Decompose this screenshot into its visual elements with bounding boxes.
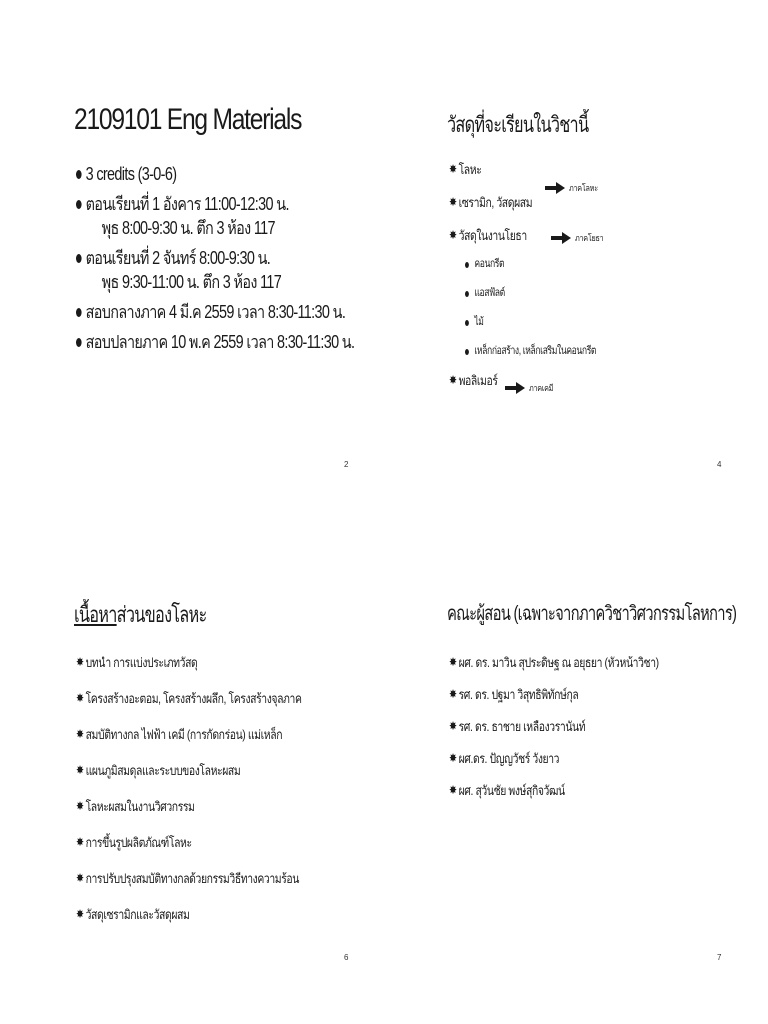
- page-number: 6: [344, 953, 349, 962]
- sub-bullet-dot-icon: [465, 320, 469, 326]
- star-bullet-icon: ✸: [449, 687, 457, 701]
- bullet-dot-icon: [76, 338, 82, 347]
- page-number: 2: [344, 460, 349, 469]
- slide-metals-content: [68, 585, 368, 985]
- list-item: [449, 685, 659, 717]
- bullet-text: 3 credits (3-0-6): [85, 164, 177, 184]
- bullet-text: สอบปลายภาค 10 พ.ค 2559 เวลา 8:30-11:30 น.: [85, 332, 355, 352]
- bullet-text: ตอนเรียนที่ 1 อังคาร 11:00-12:30 น.: [85, 194, 289, 214]
- list-item: [76, 300, 354, 324]
- arrow-label: ภาคโยธา: [575, 233, 604, 243]
- bullet-text: รศ. ดร. ปฐมา วิสุทธิพิทักษ์กุล: [458, 687, 579, 702]
- title-rest: ส่วนของโลหะ: [116, 602, 207, 627]
- sub-list-item: [465, 343, 679, 372]
- arrow-right-icon: [551, 231, 571, 245]
- sub-bullet-text: ไม้: [474, 316, 484, 328]
- sub-bullet-dot-icon: [465, 291, 469, 297]
- star-bullet-icon: ✸: [76, 871, 84, 885]
- slide-materials-covered: [441, 95, 741, 495]
- bullet-text: โครงสร้างอะตอม, โครงสร้างผลึก, โครงสร้างจุลภาค: [85, 691, 302, 706]
- bullet-dot-icon: [76, 200, 82, 209]
- bullet-text: พอลิเมอร์: [458, 373, 498, 388]
- sub-list-item: [465, 314, 679, 343]
- bullet-list: [449, 653, 711, 813]
- bullet-text: โลหะ: [458, 162, 482, 177]
- bullet-text: แผนภูมิสมดุลและระบบของโลหะผสม: [85, 763, 241, 778]
- bullet-text: โลหะผสมในงานวิศวกรรม: [85, 799, 195, 814]
- arrow-label: ภาคเคมี: [529, 383, 554, 393]
- arrow-chem-dept: [505, 381, 559, 395]
- list-item: [76, 725, 302, 761]
- star-bullet-icon: ✸: [449, 655, 457, 669]
- bullet-list: [449, 161, 739, 390]
- sub-bullet-text: เหล็กก่อสร้าง, เหล็กเสริมในคอนกรีต: [474, 345, 597, 357]
- list-item: [76, 869, 302, 905]
- star-bullet-icon: ✸: [76, 835, 84, 849]
- bullet-dot-icon: [76, 254, 82, 263]
- list-item: [76, 653, 302, 689]
- bullet-text: การปรับปรุงสมบัติทางกลด้วยกรรมวิธีทางความร้อน: [85, 871, 299, 886]
- list-item: [76, 689, 302, 725]
- title-underlined-part: เนื้อหา: [74, 602, 117, 627]
- star-bullet-icon: ✸: [449, 751, 457, 765]
- arrow-right-icon: [545, 181, 565, 195]
- slide-title: [74, 597, 207, 632]
- bullet-text: ตอนเรียนที่ 2 จันทร์ 8:00-9:30 น.: [85, 248, 271, 268]
- star-bullet-icon: ✸: [76, 727, 84, 741]
- sub-bullet-text: แอสฟัลต์: [474, 287, 505, 299]
- page-number: 7: [717, 953, 722, 962]
- slide-instructors: [441, 585, 741, 985]
- list-item: [76, 905, 302, 941]
- list-item: [76, 797, 302, 833]
- star-bullet-icon: ✸: [449, 195, 457, 209]
- sub-bullet-dot-icon: [465, 349, 469, 355]
- slide-title: 2109101 Eng Materials: [74, 103, 302, 136]
- sub-bullet-dot-icon: [465, 262, 469, 268]
- arrow-right-icon: [505, 381, 525, 395]
- arrow-civil-dept: [551, 231, 611, 245]
- star-bullet-icon: ✸: [76, 799, 84, 813]
- bullet-text: สมบัติทางกล ไฟฟ้า เคมี (การกัดกร่อน) แม่เหล็ก: [85, 727, 283, 742]
- star-bullet-icon: ✸: [76, 655, 84, 669]
- slide-title: วัสดุที่จะเรียนในวิชานี้: [447, 112, 589, 137]
- list-item: [449, 194, 681, 227]
- page-number: 4: [717, 460, 722, 469]
- bullet-text: สอบกลางภาค 4 มี.ค 2559 เวลา 8:30-11:30 น.: [85, 302, 346, 322]
- star-bullet-icon: ✸: [449, 162, 457, 176]
- bullet-text: เซรามิก, วัสดุผสม: [458, 195, 533, 210]
- bullet-text: วัสดุเซรามิกและวัสดุผสม: [85, 907, 190, 922]
- list-item: [449, 717, 659, 749]
- bullet-text: รศ. ดร. ธาชาย เหลืองวรานันท์: [458, 719, 586, 734]
- list-item: [449, 781, 659, 813]
- arrow-metal-dept: [545, 181, 605, 195]
- list-item: [76, 192, 354, 240]
- bullet-dot-icon: [76, 170, 82, 179]
- list-item: [449, 372, 681, 390]
- list-item: [449, 653, 659, 685]
- bullet-continuation: พุธ 9:30-11:00 น. ตึก 3 ห้อง 117: [101, 272, 282, 292]
- bullet-text: บทนำ การแบ่งประเภทวัสดุ: [85, 655, 198, 670]
- bullet-text: การขึ้นรูปผลิตภัณฑ์โลหะ: [85, 835, 192, 850]
- sub-list-item: [465, 256, 679, 285]
- star-bullet-icon: ✸: [449, 228, 457, 242]
- star-bullet-icon: ✸: [76, 763, 84, 777]
- star-bullet-icon: ✸: [449, 373, 457, 387]
- star-bullet-icon: ✸: [76, 907, 84, 921]
- list-item: [449, 749, 659, 781]
- list-item: [76, 761, 302, 797]
- arrow-label: ภาคโลหะ: [569, 183, 598, 193]
- bullet-text: ผศ. ดร. มาวิน สุประดิษฐ ณ อยุธยา (หัวหน้าวิชา): [458, 655, 659, 670]
- bullet-continuation: พุธ 8:00-9:30 น. ตึก 3 ห้อง 117: [101, 218, 275, 238]
- list-item: [76, 833, 302, 869]
- bullet-list: [76, 162, 424, 360]
- sub-bullet-text: คอนกรีต: [474, 258, 505, 270]
- sub-list-item: [465, 285, 679, 314]
- slide-title: คณะผู้สอน (เฉพาะจากภาควิชาวิศวกรรมโลหการ): [447, 603, 737, 625]
- slide-course-info: [68, 95, 368, 495]
- star-bullet-icon: ✸: [449, 719, 457, 733]
- bullet-dot-icon: [76, 308, 82, 317]
- star-bullet-icon: ✸: [449, 783, 457, 797]
- bullet-text: ผศ.ดร. ปัญญวัชร์ วังยาว: [458, 751, 560, 766]
- list-item: [76, 330, 354, 354]
- star-bullet-icon: ✸: [76, 691, 84, 705]
- list-item: [76, 162, 354, 186]
- bullet-text: ผศ. สุวันชัย พงษ์สุกิจวัฒน์: [458, 783, 565, 798]
- bullet-list: [76, 653, 358, 941]
- list-item: [76, 246, 354, 294]
- bullet-text: วัสดุในงานโยธา: [458, 228, 527, 243]
